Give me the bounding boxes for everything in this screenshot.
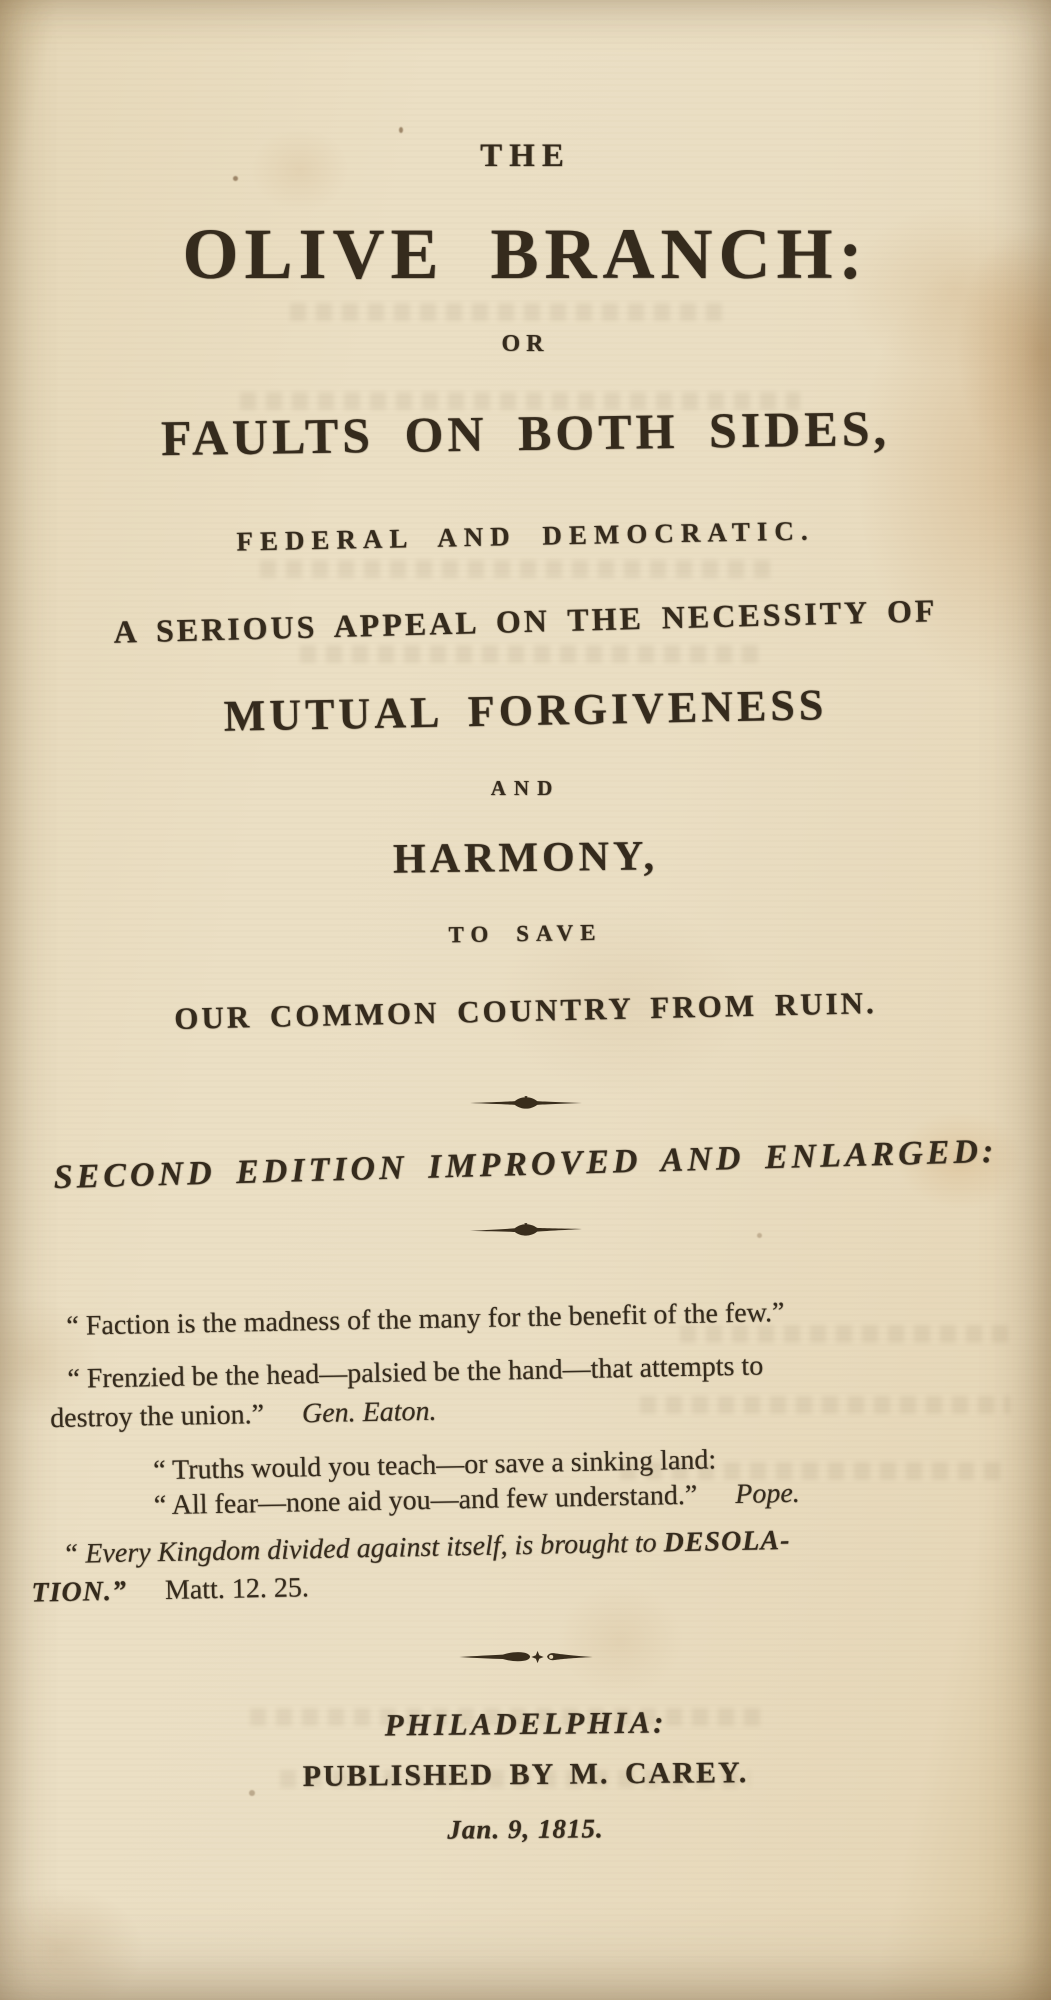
to-save-line: TO SAVE: [448, 919, 603, 948]
epigraph-pope-attribution: Pope.: [734, 1477, 801, 1511]
epigraph-frenzied-line1: “ Frenzied be the head—palsied be the hand—that attempts to: [67, 1350, 764, 1395]
epigraph-kingdom-line1-caps: DESOLA-: [663, 1524, 791, 1559]
country-line: OUR COMMON COUNTRY FROM RUIN.: [173, 985, 878, 1036]
foxing-speck: [233, 176, 238, 181]
parties-line: FEDERAL AND DEMOCRATIC.: [236, 515, 815, 557]
edition-line: SECOND EDITION IMPROVED AND ENLARGED:: [53, 1132, 998, 1197]
harmony-line: HARMONY,: [392, 833, 659, 883]
epigraph-frenzied-attribution: Gen. Eaton.: [301, 1395, 437, 1430]
epigraph-kingdom-line1-text: “ Every Kingdom divided against itself, is brought to: [62, 1527, 664, 1570]
foxing-speck: [399, 127, 403, 133]
epigraph-kingdom-line2-caps: TION.”: [31, 1575, 128, 1609]
appeal-line: A SERIOUS APPEAL ON THE NECESSITY OF: [113, 592, 938, 650]
epigraph-frenzied-line2: [50, 1396, 437, 1435]
main-title: OLIVE BRANCH:: [182, 214, 869, 294]
epigraph-pope-line2-text: “ All fear—none aid you—and few understand.”: [153, 1479, 698, 1522]
forgiveness-line: MUTUAL FORGIVENESS: [223, 680, 828, 741]
and-word: AND: [490, 776, 561, 800]
epigraph-kingdom-line2: [31, 1572, 309, 1609]
or-word: OR: [501, 331, 550, 357]
epigraph-kingdom-attribution: Matt. 12. 25.: [164, 1572, 310, 1606]
showthrough-smudge: [290, 303, 730, 321]
epigraph-pope-line1: “ Truths would you teach—or save a sinking land:: [152, 1444, 717, 1487]
epigraph-faction: “ Faction is the madness of the many for the benefit of the few.”: [66, 1297, 785, 1342]
swelled-rule-icon: [0, 1213, 1051, 1251]
swelled-rule-star-icon: [0, 1648, 1051, 1671]
showthrough-smudge: [300, 645, 760, 663]
series-word: THE: [480, 138, 571, 174]
epigraph-block: [0, 1292, 1051, 1622]
showthrough-smudge: [260, 560, 780, 578]
imprint-date: Jan. 9, 1815.: [447, 1813, 604, 1845]
swelled-rule-icon: [0, 1095, 1051, 1115]
subtitle: FAULTS ON BOTH SIDES,: [160, 399, 891, 467]
epigraph-frenzied-line2-text: destroy the union.”: [49, 1399, 265, 1435]
imprint-publisher: PUBLISHED BY M. CAREY.: [302, 1756, 749, 1793]
epigraph-kingdom-line1: [62, 1525, 790, 1571]
imprint-city: PHILADELPHIA:: [384, 1704, 667, 1743]
